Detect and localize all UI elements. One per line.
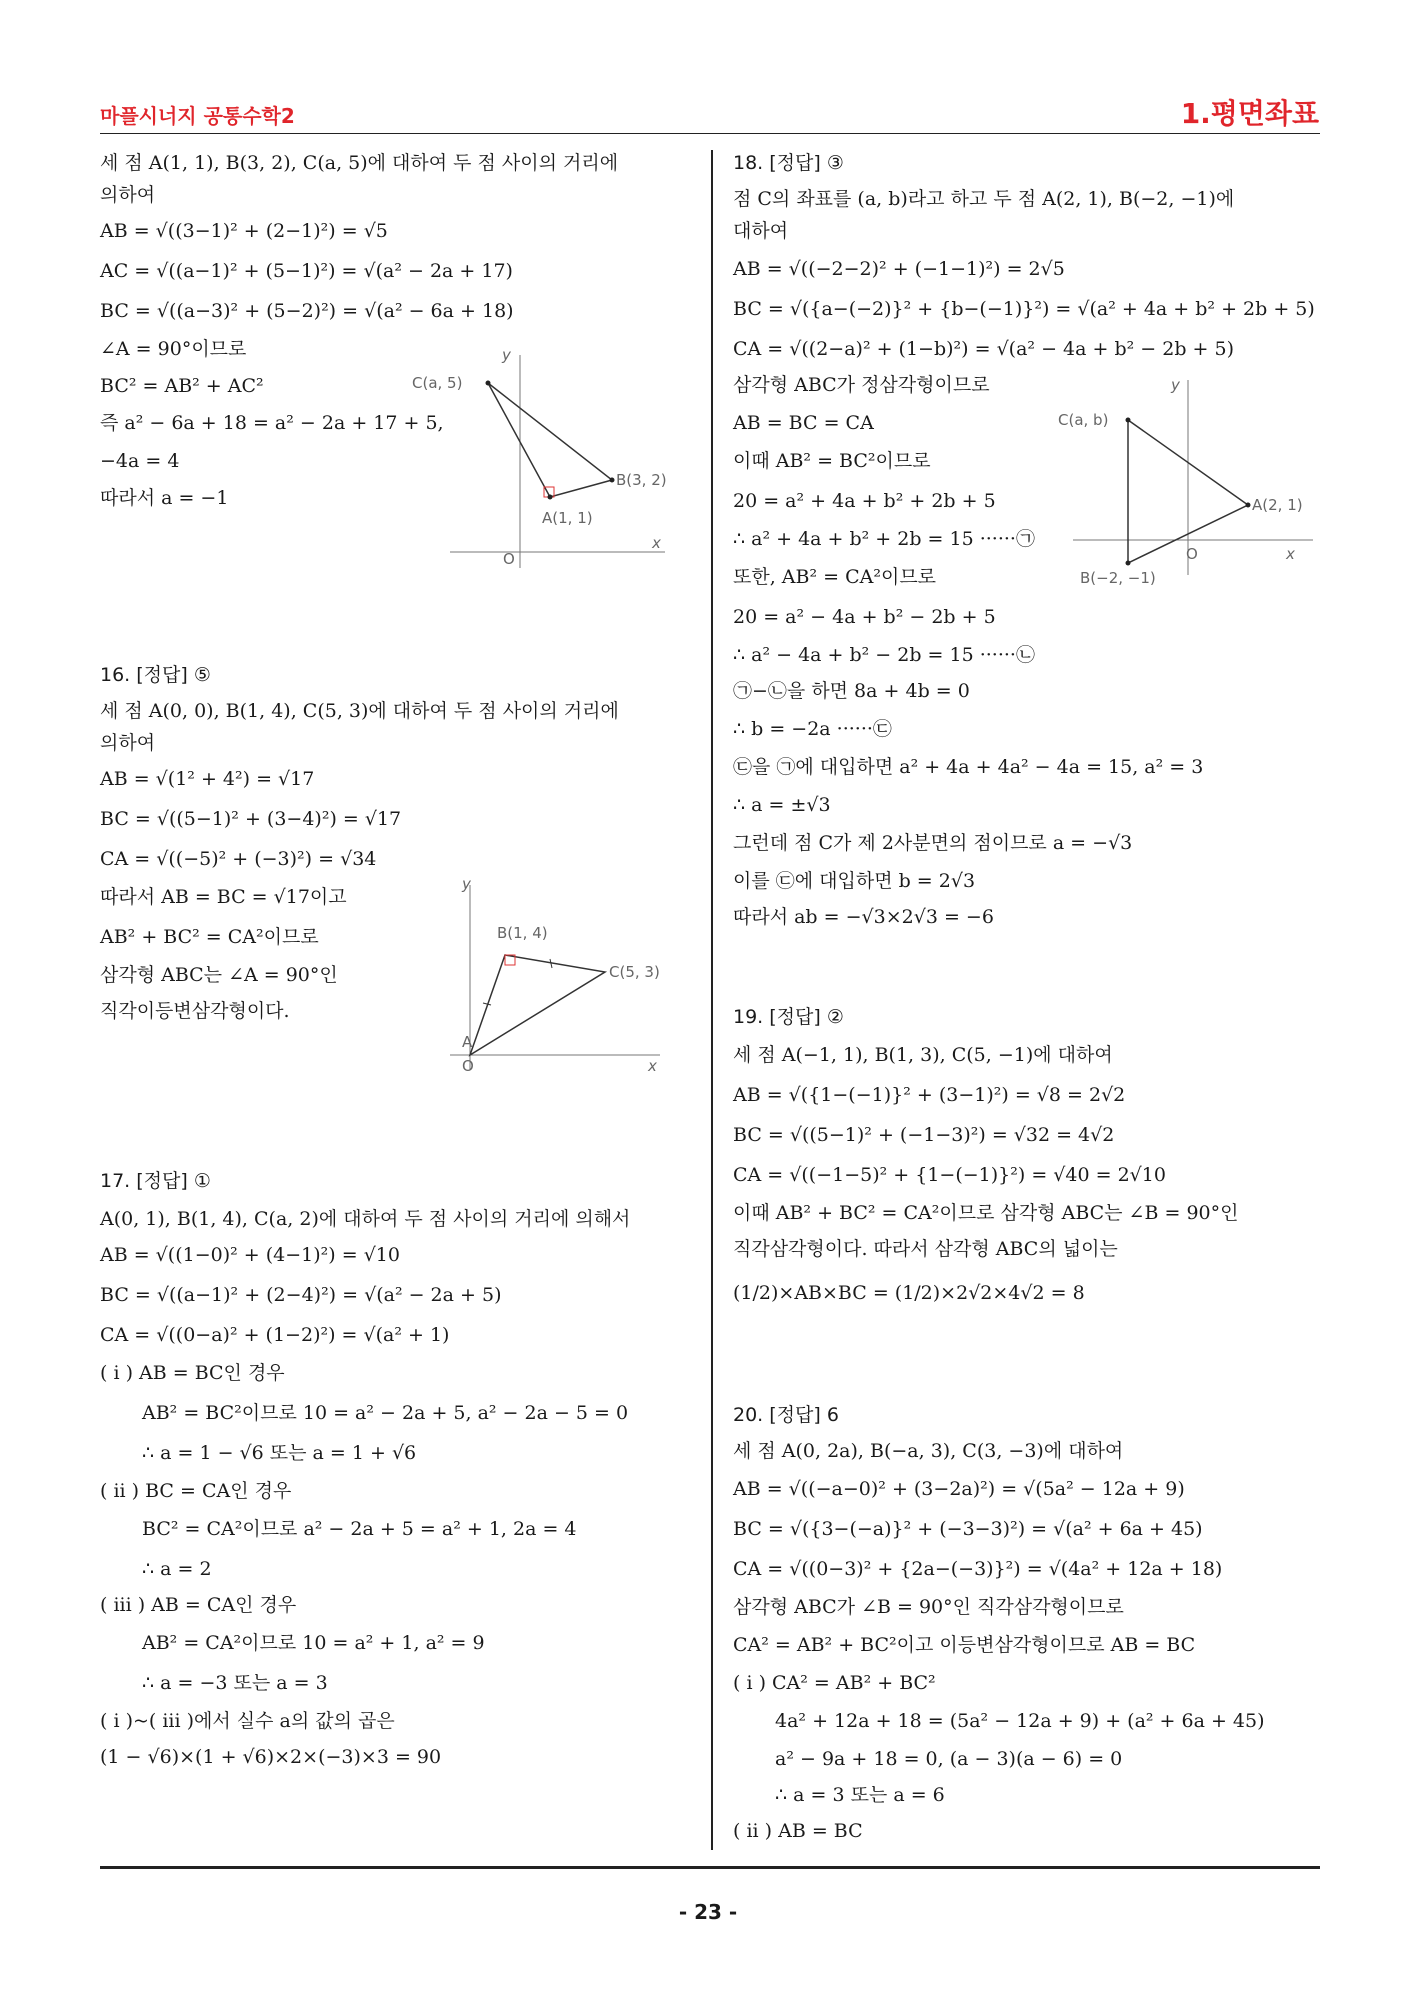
right-column-line: 20 = a² + 4a + b² + 2b + 5 [733, 490, 996, 512]
right-column-line: CA = √((−1−5)² + {1−(−1)}²) = √40 = 2√10 [733, 1164, 1166, 1186]
right-column-line: 그런데 점 C가 제 2사분면의 점이므로 a = −√3 [733, 832, 1133, 854]
graph3-label-c: C(a, b) [1058, 411, 1109, 429]
right-column-line: 직각삼각형이다. 따라서 삼각형 ABC의 넓이는 [733, 1238, 1118, 1260]
left-column-line: 세 점 A(0, 0), B(1, 4), C(5, 3)에 대하여 두 점 사이의 거리에 [100, 700, 619, 722]
left-column-line: AB = √((1−0)² + (4−1)²) = √10 [100, 1244, 400, 1266]
graph2-label-x: x [648, 1057, 657, 1075]
right-column-line: AB = BC = CA [733, 412, 874, 434]
graph1-label-a: A(1, 1) [542, 509, 593, 527]
right-column-line: 이를 ㉢에 대입하면 b = 2√3 [733, 870, 976, 892]
left-column-line: BC² = CA²이므로 a² − 2a + 5 = a² + 1, 2a = 4 [142, 1518, 577, 1540]
left-column-line: A(0, 1), B(1, 4), C(a, 2)에 대하여 두 점 사이의 거리에 의해서 [100, 1208, 631, 1230]
right-column-line: 이때 AB² + BC² = CA²이므로 삼각형 ABC는 ∠B = 90°인 [733, 1202, 1239, 1224]
graph3-label-y: y [1171, 376, 1180, 394]
right-column-line: 삼각형 ABC가 ∠B = 90°인 직각삼각형이므로 [733, 1596, 1124, 1618]
right-column-line: 4a² + 12a + 18 = (5a² − 12a + 9) + (a² + 6a + 45) [775, 1710, 1265, 1732]
right-column-line: 20. [정답] 6 [733, 1404, 839, 1426]
graph1-label-y: y [502, 346, 511, 364]
right-column-line: CA = √((0−3)² + {2a−(−3)}²) = √(4a² + 12a + 18) [733, 1558, 1223, 1580]
left-column-line: 의하여 [100, 732, 156, 754]
left-column-line: ( iii ) AB = CA인 경우 [100, 1594, 297, 1616]
graph2-label-o: O [462, 1057, 474, 1075]
graph2-label-y: y [462, 875, 471, 893]
right-column-line: AB = √({1−(−1)}² + (3−1)²) = √8 = 2√2 [733, 1084, 1126, 1106]
graph2-label-b: B(1, 4) [497, 924, 548, 942]
graph3-label-a: A(2, 1) [1252, 496, 1303, 514]
page-number: - 23 - [678, 1900, 738, 1924]
right-column-line: BC = √({a−(−2)}² + {b−(−1)}²) = √(a² + 4a + b² + 2b + 5) [733, 298, 1315, 320]
left-column-line: 16. [정답] ⑤ [100, 664, 211, 686]
right-column-line: 세 점 A(−1, 1), B(1, 3), C(5, −1)에 대하여 [733, 1044, 1113, 1066]
right-column-line: 삼각형 ABC가 정삼각형이므로 [733, 374, 990, 396]
left-column-line: BC² = AB² + AC² [100, 375, 264, 397]
left-column-line: ∠A = 90°이므로 [100, 338, 247, 360]
graph3-label-o: O [1186, 545, 1198, 563]
left-column-line: 따라서 AB = BC = √17이고 [100, 886, 347, 908]
right-column-line: AB = √((−2−2)² + (−1−1)²) = 2√5 [733, 258, 1065, 280]
right-column-line: ∴ a² + 4a + b² + 2b = 15 ······㉠ [733, 528, 1035, 550]
left-column-line: −4a = 4 [100, 450, 180, 472]
graph1-label-b: B(3, 2) [616, 471, 667, 489]
left-column-line: 직각이등변삼각형이다. [100, 1000, 290, 1022]
graph2-label-a: A [462, 1033, 473, 1051]
bottom-rule [100, 1866, 1320, 1869]
left-column-line: AB = √(1² + 4²) = √17 [100, 768, 315, 790]
graph-problem-18 [1058, 375, 1318, 590]
left-column-line: 세 점 A(1, 1), B(3, 2), C(a, 5)에 대하여 두 점 사이의 거리에 [100, 152, 619, 174]
left-column-line: ( i ) AB = BC인 경우 [100, 1362, 285, 1384]
right-column-line: ∴ a = 3 또는 a = 6 [775, 1784, 945, 1806]
left-column-line: 의하여 [100, 184, 156, 206]
graph1-label-x: x [652, 534, 661, 552]
header-left-title: 마플시너지 공통수학2 [100, 104, 295, 128]
left-column-line: CA = √((−5)² + (−3)²) = √34 [100, 848, 377, 870]
right-column-line: ㉢을 ㉠에 대입하면 a² + 4a + 4a² − 4a = 15, a² = 3 [733, 756, 1204, 778]
graph1-label-c: C(a, 5) [412, 374, 463, 392]
graph1-label-o: O [503, 550, 515, 568]
right-column-line: (1/2)×AB×BC = (1/2)×2√2×4√2 = 8 [733, 1282, 1085, 1304]
right-column-line: 대하여 [733, 220, 789, 242]
graph-problem-15 [410, 340, 670, 570]
left-column-line: ∴ a = 2 [142, 1558, 212, 1580]
right-column-line: 이때 AB² = BC²이므로 [733, 450, 931, 472]
graph2-label-c: C(5, 3) [609, 963, 660, 981]
right-column-line: ㉠−㉡을 하면 8a + 4b = 0 [733, 680, 970, 702]
right-column-line: ∴ a = ±√3 [733, 794, 831, 816]
left-column-line: AC = √((a−1)² + (5−1)²) = √(a² − 2a + 17) [100, 260, 513, 282]
right-column-line: 따라서 ab = −√3×2√3 = −6 [733, 906, 994, 928]
right-column-line: 18. [정답] ③ [733, 152, 844, 174]
right-column-line: ( ii ) AB = BC [733, 1820, 863, 1842]
left-column-line: ( i )~( iii )에서 실수 a의 값의 곱은 [100, 1710, 395, 1732]
right-column-line: ∴ a² − 4a + b² − 2b = 15 ······㉡ [733, 644, 1035, 666]
top-rule [100, 133, 1320, 134]
left-column-line: 삼각형 ABC는 ∠A = 90°인 [100, 964, 338, 986]
right-column-line: CA² = AB² + BC²이고 이등변삼각형이므로 AB = BC [733, 1634, 1196, 1656]
graph3-label-b: B(−2, −1) [1080, 569, 1156, 587]
left-column-line: 17. [정답] ① [100, 1170, 211, 1192]
right-column-line: CA = √((2−a)² + (1−b)²) = √(a² − 4a + b² − 2b + 5) [733, 338, 1234, 360]
right-column-line: a² − 9a + 18 = 0, (a − 3)(a − 6) = 0 [775, 1748, 1123, 1770]
left-column-line: BC = √((a−3)² + (5−2)²) = √(a² − 6a + 18) [100, 300, 514, 322]
left-column-line: AB = √((3−1)² + (2−1)²) = √5 [100, 220, 388, 242]
left-column-line: AB² + BC² = CA²이므로 [100, 926, 319, 948]
left-column-line: AB² = BC²이므로 10 = a² − 2a + 5, a² − 2a − 5 = 0 [142, 1402, 629, 1424]
left-column-line: (1 − √6)×(1 + √6)×2×(−3)×3 = 90 [100, 1746, 442, 1768]
graph-problem-16 [440, 875, 700, 1080]
right-column-line: 19. [정답] ② [733, 1006, 844, 1028]
left-column-line: BC = √((a−1)² + (2−4)²) = √(a² − 2a + 5) [100, 1284, 502, 1306]
left-column-line: ∴ a = 1 − √6 또는 a = 1 + √6 [142, 1442, 417, 1464]
left-column-line: 따라서 a = −1 [100, 487, 229, 509]
left-column-line: CA = √((0−a)² + (1−2)²) = √(a² + 1) [100, 1324, 450, 1346]
left-column-line: 즉 a² − 6a + 18 = a² − 2a + 17 + 5, [100, 412, 444, 434]
right-column-line: 점 C의 좌표를 (a, b)라고 하고 두 점 A(2, 1), B(−2, −1)에 [733, 188, 1235, 210]
right-column-line: 또한, AB² = CA²이므로 [733, 566, 937, 588]
left-column-line: ( ii ) BC = CA인 경우 [100, 1480, 292, 1502]
right-column-line: 세 점 A(0, 2a), B(−a, 3), C(3, −3)에 대하여 [733, 1440, 1124, 1462]
right-column-line: ∴ b = −2a ······㉢ [733, 718, 892, 740]
graph3-label-x: x [1286, 545, 1295, 563]
right-column-line: AB = √((−a−0)² + (3−2a)²) = √(5a² − 12a + 9) [733, 1478, 1185, 1500]
left-column-line: AB² = CA²이므로 10 = a² + 1, a² = 9 [142, 1632, 485, 1654]
left-column-line: BC = √((5−1)² + (3−4)²) = √17 [100, 808, 402, 830]
right-column-line: ( i ) CA² = AB² + BC² [733, 1672, 936, 1694]
right-column-line: BC = √((5−1)² + (−1−3)²) = √32 = 4√2 [733, 1124, 1115, 1146]
column-divider [711, 150, 713, 1850]
right-column-line: 20 = a² − 4a + b² − 2b + 5 [733, 606, 996, 628]
header-right-title: 1.평면좌표 [1180, 97, 1319, 130]
left-column-line: ∴ a = −3 또는 a = 3 [142, 1672, 328, 1694]
right-column-line: BC = √({3−(−a)}² + (−3−3)²) = √(a² + 6a + 45) [733, 1518, 1203, 1540]
